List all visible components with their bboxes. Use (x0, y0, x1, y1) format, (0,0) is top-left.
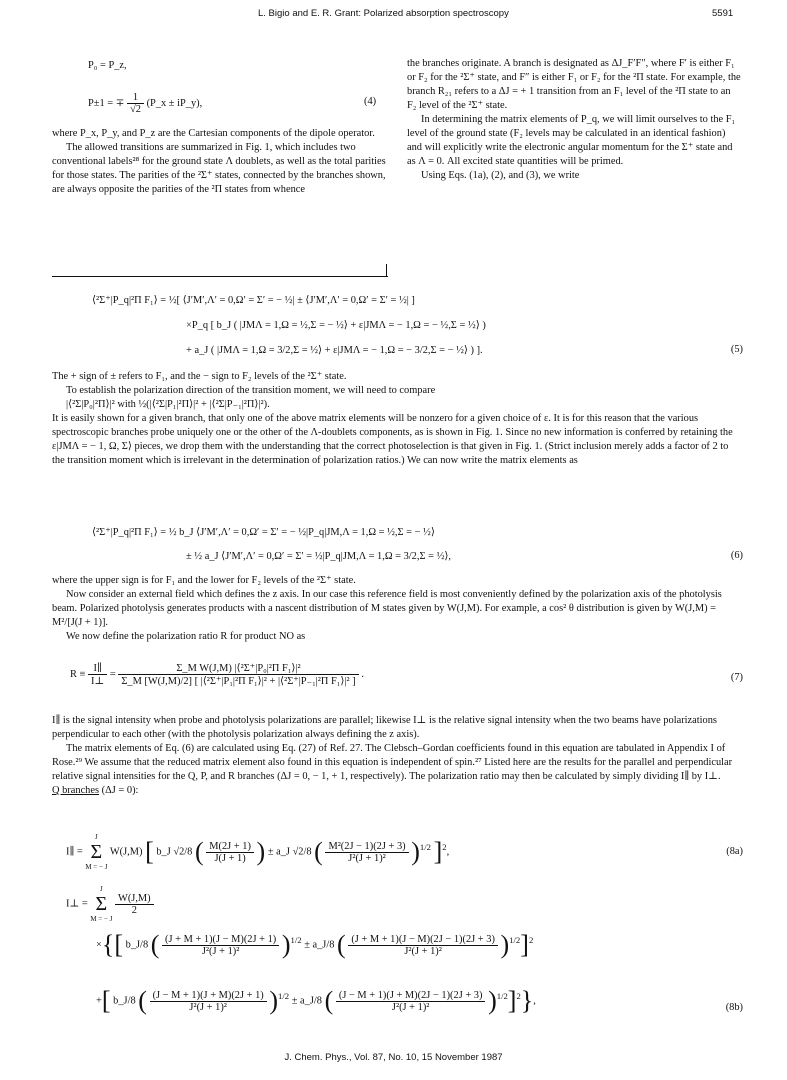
equation-7: R ≡ $\frac{I\parallel}{I\perp}$ = $\frac{\text{Σ\_M W(J,M) |⟨²Σ⁺|P₀|²Π F₁⟩|²}}{\text{Σ\_M [W(J,M)/2] [ |⟨²Σ⁺|P₁|²Π F₁⟩|² + |⟨²Σ⁺|P₋₁|²Π F₁⟩|² ]}}$ . (70, 663, 364, 687)
equation-p0: P₀ = P_z, (88, 60, 127, 71)
square: 2 (442, 841, 447, 852)
column-end-rule (52, 276, 388, 277)
paragraph: The + sign of ± refers to F₁, and the − sign to F₂ levels of the ²Σ⁺ state. (52, 371, 347, 382)
body-text-c (52, 714, 742, 798)
running-header: L. Bigio and E. R. Grant: Polarized absorption spectroscopy (258, 8, 509, 19)
paragraph: The allowed transitions are summarized in Fig. 1, which includes two conventional labels²⁸ for the ground state Λ doublets, as well as the total parities for those states. The parities of the ²Σ⁺ states, connected by the branches shown, are always opposite the parities of the ²Π states from whence (52, 142, 386, 195)
page-number: 5591 (712, 8, 734, 19)
equation-5-line-3: + a_J ( |JMΛ = 1,Ω = 3/2,Σ = ½⟩ + ε|JMΛ = − 1,Ω = − 3/2,Σ = − ½⟩ ) ]. (186, 345, 483, 356)
i-parallel: I∥ (88, 662, 107, 675)
equation-5-line-2: ×P_q [ b_J ( |JMΛ = 1,Ω = ½,Σ = − ½⟩ + ε|JMΛ = − 1,Ω = − ½,Σ = ½⟩ ) (186, 320, 486, 331)
paragraph: Using Eqs. (1a), (2), and (3), we write (421, 170, 580, 181)
paragraph: Now consider an external field which defines the z axis. In our case this reference field is most conveniently defined by the polarization axis of the photolysis beam. Polarized photolysis generates products with a nascent distribution of M states given by W(J,M). For example, a cos² θ distribution is given by W(J,M) = M²/[J(J + 1)]. (52, 589, 722, 628)
sum-upper: J (95, 833, 98, 841)
sum-lower: M = − J (85, 863, 108, 871)
equation-ppm (88, 92, 202, 115)
sum-symbol: J Σ M = − J (85, 833, 108, 871)
matrix-element-ratio (118, 662, 358, 687)
equation-7-lhs: R ≡ (70, 668, 86, 680)
coef-b: b_J (156, 846, 171, 858)
fraction: $\frac{\text{M²(2J − 1)(2J + 3)}}{\text{J²(J + 1)²}}$ (325, 841, 408, 864)
ratio-numerator: Σ_M W(J,M) |⟨²Σ⁺|P₀|²Π F₁⟩|² (118, 662, 358, 675)
equation-ppm-rhs: (P_x ± iP_y), (146, 97, 203, 109)
paragraph: It is easily shown for a given branch, that only one of the above matrix elements will be nonzero for a given choice of ε. It is for this reason that the various spectroscopic branches probe uniquely one or the other of the Λ-doublets components, as is shown in Fig. 1. Since no new information is conferred by retaining the ε|JMΛ = − 1, Ω, Σ⟩ pieces, we drop them with the understanding that the correct photoselection is that given in Fig. 1. (Strict inclusion merely adds a factor of 2 to the transition moment which is irrelevant in the determination of polarization ratios.) We can now write the matrix elements as (52, 413, 733, 466)
paragraph: the branches originate. A branch is designated as ΔJ_F′F″, where F′ is either F₁ or F₂ for the ²Σ⁺ state, and F″ is either F₁ or F₂ for the ²Π state. For example, the branch R₂₁ refers to a ΔJ = + 1 transition from an F₁ level of the ²Π state to an F₂ level of the ²Σ⁺ state. (407, 58, 741, 111)
equation-8b-row-2: +[ b_J/8 ( $\frac{(J - M + 1)(J + M)(2J + 1)}{\text{J²(J + 1)²}}$ )$^{1/2}$ ± a_J/8 ( $\frac{(J - M + 1)(J + M)(2J - 1)(2J + 3)}{\text{J²(J + 1)²}}$ )$^{1/2}$]$^2$}, (96, 986, 536, 1015)
comparison-expression: |⟨²Σ|P₀|²Π⟩|² with ½(|⟨²Σ|P₁|²Π⟩|² + |⟨²Σ|P₋₁|²Π⟩|²). (66, 399, 270, 410)
body-text-a (52, 370, 742, 468)
equation-number-8b: (8b) (725, 1002, 743, 1013)
weight-function: W(J,M) (109, 846, 143, 858)
equation-ppm-lhs: P±1 = ∓ (88, 97, 125, 109)
equation-number-6: (6) (730, 550, 743, 561)
right-column-text (407, 57, 742, 183)
constant: √2/8 (292, 846, 312, 858)
q-branch-label: Q branches (52, 785, 100, 796)
equation-8b-lhs: I⊥ = (66, 898, 88, 910)
weight-fraction: $\frac{W(J,M)}{2}$ (115, 893, 154, 916)
q-branch-heading (52, 784, 742, 798)
fraction: $\frac{M(2J + 1)}{J(J + 1)}$ (206, 841, 254, 864)
equation-8a: I∥ = J Σ M = − J W(J,M) [ b_J √2/8 ( $\frac{M(2J + 1)}{J(J + 1)}$ ) ± a_J √2/8 ( $\frac{\text{M²(2J − 1)(2J + 3)}}{\text{J²(J + 1)²}}$ )$^{1/2}$ ]$^2$, (66, 833, 450, 871)
paragraph: We now define the polarization ratio R for product NO as (66, 631, 306, 642)
equation-5-line-1: ⟨²Σ⁺|P_q|²Π F₁⟩ = ½[ ⟨J′M′,Λ′ = 0,Ω′ = Σ′ = − ½| ± ⟨J′M′,Λ′ = 0,Ω′ = Σ′ = ½| ] (92, 295, 415, 306)
paragraph: I∥ is the signal intensity when probe and photolysis polarizations are parallel; likewise I⊥ is the relative signal intensity when the two beams have polarizations perpendicular to each other (with the photolysis polarization always defining the z axis). (52, 715, 717, 740)
equation-number-8a: (8a) (726, 846, 743, 857)
body-text-b (52, 574, 742, 644)
equation-6-line-2: ± ½ a_J ⟨J′M′,Λ′ = 0,Ω′ = Σ′ = ½|P_q|JM,Λ = 1,Ω = 3/2,Σ = ½⟩, (186, 551, 452, 562)
q-branch-condition: (ΔJ = 0): (101, 785, 139, 796)
paragraph: where P_x, P_y, and P_z are the Cartesian components of the dipole operator. (52, 128, 375, 139)
paragraph: The matrix elements of Eq. (6) are calculated using Eq. (27) of Ref. 27. The Clebsch–Gordan coefficients found in this equation are tabulated in Appendix I of Rose.²⁹ We assume that the reduced matrix element also found in this equation is independent of spin.²⁷ Listed here are the results for the parallel and perpendicular relative signal intensities for the Q, P, and R branches (ΔJ = 0, − 1, + 1, respectively). The polarization ratio may then be calculated by simply dividing I∥ by I⊥. (52, 743, 733, 782)
coef-a: ± a_J (267, 846, 290, 858)
equation-6-line-1: ⟨²Σ⁺|P_q|²Π F₁⟩ = ½ b_J ⟨J′M′,Λ′ = 0,Ω′ = Σ′ = − ½|P_q|JM,Λ = 1,Ω = ½,Σ = − ½⟩ (92, 527, 435, 538)
paragraph: where the upper sign is for F₁ and the lower for F₂ levels of the ²Σ⁺ state. (52, 575, 356, 586)
one-over-root2: $\frac{1}{√2}$ (127, 92, 144, 115)
intensity-ratio (88, 662, 107, 687)
i-perpendicular: I⊥ (91, 676, 105, 687)
journal-footer: J. Chem. Phys., Vol. 87, No. 10, 15 November 1987 (284, 1052, 503, 1063)
equation-number-5: (5) (730, 344, 743, 355)
ratio-denominator: Σ_M [W(J,M)/2] [ |⟨²Σ⁺|P₁|²Π F₁⟩|² + |⟨²Σ⁺|P₋₁|²Π F₁⟩|² ] (121, 676, 356, 687)
equation-8b-row-1: ×{[ b_J/8 ( $\frac{(J + M + 1)(J - M)(2J + 1)}{\text{J²(J + 1)²}}$ )$^{1/2}$ ± a_J/8 ( $\frac{(J + M + 1)(J - M)(2J - 1)(2J + 3)}{\text{J²(J + 1)²}}$ )$^{1/2}$]$^2$ (96, 930, 534, 959)
column-end-tick (386, 264, 387, 276)
constant: √2/8 (173, 846, 193, 858)
left-column-text (52, 127, 388, 197)
equation-8b-head (66, 884, 154, 924)
equation-8a-lhs: I∥ = (66, 846, 83, 858)
equation-number-7: (7) (730, 672, 743, 683)
paragraph: To establish the polarization direction of the transition moment, we will need to compare (66, 385, 436, 396)
paragraph: In determining the matrix elements of P_q, we will limit ourselves to the F₁ level of the ground state (F₂ levels may be calculated in an identical fashion) and will explicitly write the electronic angular momentum for the Σ⁺ state and as Λ = 0. All excited state quantities will be primed. (407, 114, 736, 167)
equation-number-4: (4) (364, 96, 377, 107)
exponent: 1/2 (419, 841, 431, 852)
sum-symbol: J Σ M = − J (90, 885, 113, 923)
